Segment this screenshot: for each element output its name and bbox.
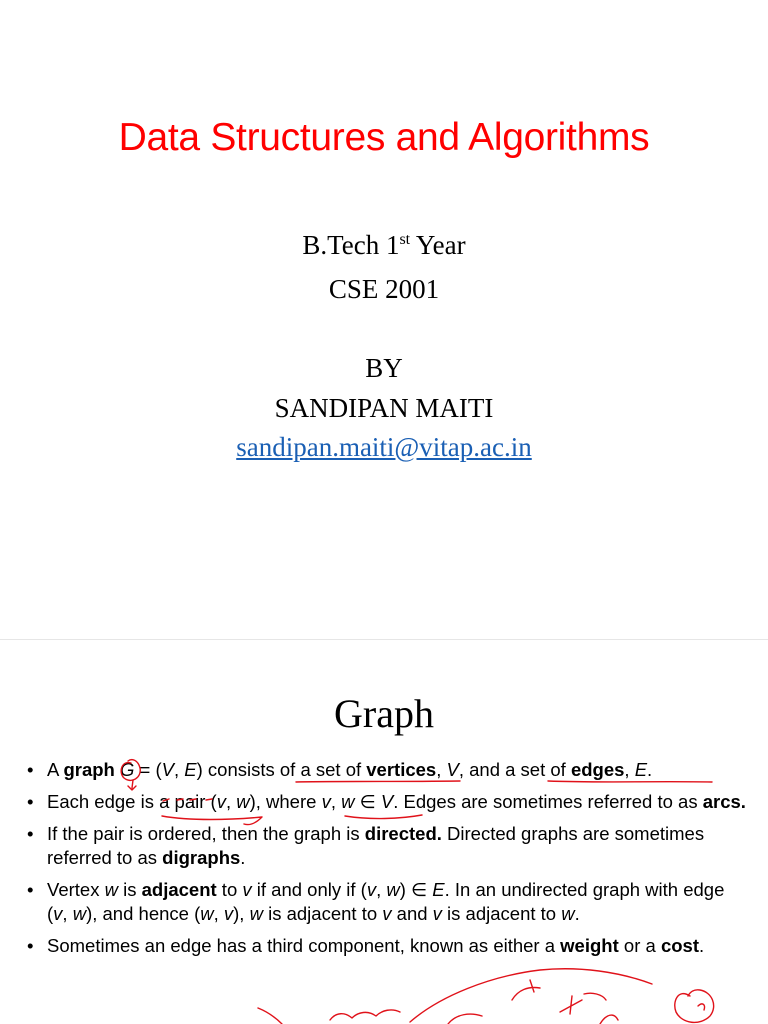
bold-run: graph [63,759,115,780]
bullet-dot: • [27,935,34,956]
text-run: , [213,903,224,924]
italic-run: w [249,903,263,924]
italic-run: v [382,903,392,924]
ink-scribble-3 [410,969,652,1022]
bullet-item [27,878,747,926]
text-run: ∈ [354,791,381,812]
text-run: , [62,903,73,924]
italic-run: V [161,759,174,780]
italic-run: v [432,903,442,924]
bullet-item [27,790,747,814]
ink-scribble-6 [560,993,606,1014]
bold-run: cost [660,935,699,956]
italic-run: V [380,791,394,812]
text-run: , [225,791,237,812]
text-run: ), where [249,791,322,812]
italic-run: E [432,879,445,900]
text-run: is adjacent to [262,903,383,924]
bullet-item [27,758,747,782]
italic-run: v [216,791,226,812]
text-run: . [574,903,580,924]
bold-run: edges [570,759,625,780]
bullet-dot: • [27,823,34,844]
italic-run: w [200,903,214,924]
text-run: . [240,847,246,868]
course-year [0,230,768,261]
text-run: . In an undirected graph with edge ( [47,879,725,924]
italic-run: v [321,791,331,812]
text-run: Sometimes an edge has a third component, known as either a [47,935,561,956]
italic-run: V [446,759,459,780]
bullet-dot: • [27,879,34,900]
italic-run: v [242,879,252,900]
bold-run: arcs. [702,791,746,812]
text-run: ), and hence ( [86,903,201,924]
text-run: A [47,759,64,780]
bold-run: adjacent [141,879,217,900]
text-run: ), [233,903,250,924]
course-year-suffix: Year [410,230,466,260]
text-run: if and only if ( [251,879,367,900]
italic-run: E [184,759,197,780]
bold-run: directed. [364,823,442,844]
author-email-link[interactable]: sandipan.maiti@vitap.ac.in [236,432,532,462]
text-run: , [173,759,185,780]
bold-run: digraphs [162,847,241,868]
ink-scribble-7 [600,1015,618,1024]
author-name: SANDIPAN MAITI [274,393,494,423]
course-code: CSE 2001 [328,274,440,304]
italic-run: v [223,903,234,924]
bullet-dot: • [27,759,34,780]
text-run: , [624,759,635,780]
ink-scribble-2 [330,1010,400,1020]
text-run: If the pair is ordered, then the graph is [47,823,365,844]
text-run: , [376,879,387,900]
text-run: = ( [134,759,162,780]
text-run: Directed graphs are sometimes referred to as [47,823,705,868]
bullet-item [27,934,747,958]
text-run: is [117,879,142,900]
ink-scribble-8 [675,990,714,1023]
text-run: , and a set of [458,759,571,780]
text-run: ) consists of a set of [196,759,367,780]
text-run: , [436,759,447,780]
italic-run: G [120,759,135,780]
text-run: . [698,935,705,956]
text-run: ) ∈ [399,879,433,900]
by-label: BY [365,353,403,383]
text-run: , [330,791,342,812]
ink-scribble-9 [698,1004,705,1010]
text-run: or a [618,935,661,956]
graph-slide [0,640,768,1024]
bullet-list [27,758,747,966]
bullet-item [27,822,747,870]
slide-title: Graph [334,691,434,736]
italic-run: v [53,903,63,924]
course-year-text: B.Tech 1 [302,230,400,260]
slide-title: Data Structures and Algorithms [118,116,650,159]
italic-run: w [236,791,250,812]
text-run: . [647,759,653,780]
text-run: Each edge is a pair ( [47,791,217,812]
bold-run: vertices [366,759,437,780]
italic-run: E [634,759,648,780]
italic-run: w [561,903,575,924]
italic-run: w [72,903,87,924]
text-run: to [216,879,243,900]
text-run: Vertex [47,879,105,900]
text-run: and [391,903,433,924]
text-run: is adjacent to [441,903,562,924]
author-email-row [0,432,768,463]
ink-scribble-5 [512,980,540,1000]
bullet-dot: • [27,791,34,812]
italic-run: w [104,879,118,900]
text-run: . Edges are sometimes referred to as [393,791,703,812]
bold-run: weight [560,935,619,956]
ink-scribble-1 [258,1008,282,1024]
course-year-superscript: st [399,231,411,248]
italic-run: w [386,879,400,900]
italic-run: w [341,791,355,812]
italic-run: v [366,879,377,900]
ink-scribble-4 [448,1014,482,1024]
